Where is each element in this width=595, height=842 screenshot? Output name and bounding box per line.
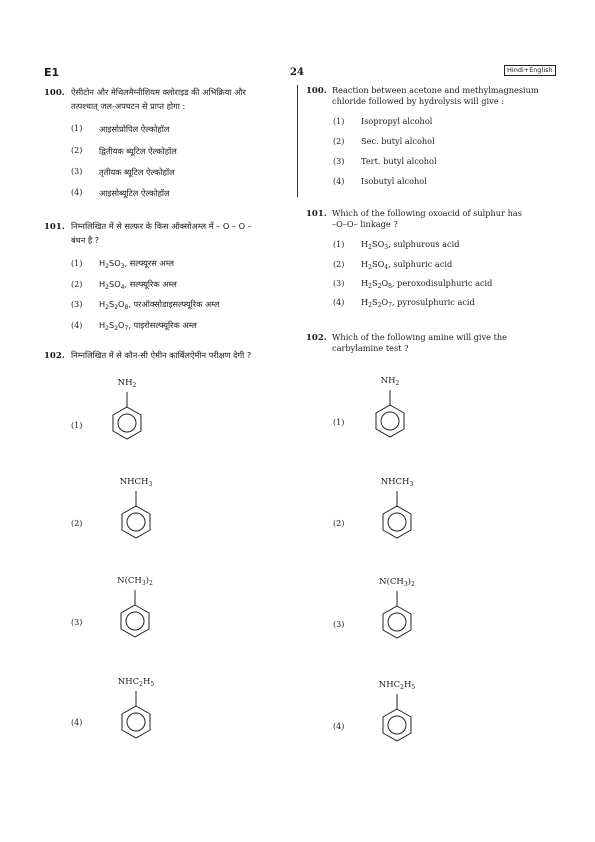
option-number: (2) bbox=[71, 280, 83, 289]
question-text: तत्पश्चात् जल-अपघटन से प्राप्त होगा : bbox=[71, 101, 186, 111]
option-number: (1) bbox=[71, 421, 83, 430]
language-badge: Hindi+English bbox=[504, 65, 556, 76]
benzene-ring-icon bbox=[372, 577, 422, 653]
option-number: (4) bbox=[71, 188, 83, 197]
option-text: Isopropyl alcohol bbox=[361, 116, 433, 126]
n-methylaniline-structure bbox=[111, 477, 161, 553]
benzene-ring-icon bbox=[111, 677, 161, 753]
substituent-label: $NHC_2H_5$ bbox=[117, 677, 155, 688]
substituent-label: $NHC_2H_5$ bbox=[378, 680, 416, 691]
option-number: (3) bbox=[71, 167, 83, 176]
question-text: chloride followed by hydrolysis will give : bbox=[332, 96, 504, 106]
benzene-ring-icon bbox=[102, 378, 152, 454]
n-n-dimethylaniline-structure bbox=[372, 577, 422, 653]
option-text: तृतीयक ब्यूटिल ऐल्कोहॉल bbox=[99, 167, 175, 177]
question-text: बंधन है ? bbox=[71, 235, 100, 245]
option-number: (2) bbox=[333, 137, 345, 146]
n-ethylaniline-structure bbox=[372, 680, 422, 756]
aniline-structure bbox=[365, 376, 415, 452]
option-text: $H_2S_2O_7$, pyrosulphuric acid bbox=[361, 297, 475, 309]
option-text: आइसोप्रोपिल ऐल्कोहॉल bbox=[99, 124, 170, 134]
option-number: (4) bbox=[333, 177, 345, 186]
substituent-label: $NHCH_3$ bbox=[119, 477, 153, 488]
n-ethylaniline-structure bbox=[111, 677, 161, 753]
option-text: $H_2S_2O_8$, परऑक्सोडाइसल्फ्यूरिक अम्ल bbox=[99, 299, 220, 311]
option-number: (2) bbox=[333, 260, 345, 269]
option-number: (3) bbox=[71, 618, 83, 627]
option-number: (2) bbox=[71, 519, 83, 528]
question-number: 101. bbox=[44, 222, 65, 232]
n-n-dimethylaniline-structure bbox=[110, 576, 160, 652]
option-text: $H_2SO_3$, सल्फ्यूरस अम्ल bbox=[99, 258, 174, 270]
option-number: (2) bbox=[333, 519, 345, 528]
option-number: (1) bbox=[71, 259, 83, 268]
question-number: 100. bbox=[44, 88, 65, 98]
option-text: द्वितीयक ब्यूटिल ऐल्कोहॉल bbox=[99, 146, 177, 156]
option-text: $H_2S_2O_7$, पाइरोसल्फ्यूरिक अम्ल bbox=[99, 320, 197, 332]
option-number: (4) bbox=[71, 321, 83, 330]
n-methylaniline-structure bbox=[372, 477, 422, 553]
question-text: निम्नलिखित में से सल्फर के किस ऑक्सोअम्ल में – O – O – bbox=[71, 221, 252, 231]
question-text: –O–O– linkage ? bbox=[332, 219, 398, 229]
question-number: 101. bbox=[306, 209, 327, 219]
substituent-label: $NHCH_3$ bbox=[380, 477, 414, 488]
benzene-ring-icon bbox=[111, 477, 161, 553]
option-text: $H_2SO_4$, sulphuric acid bbox=[361, 259, 453, 271]
option-text: आइसोब्यूटिल ऐल्कोहॉल bbox=[99, 188, 170, 198]
column-divider bbox=[297, 85, 298, 197]
question-text: ऐसीटोन और मेथिलमैग्नीशियम क्लोराइड की अभिक्रिया और bbox=[71, 87, 246, 97]
question-text: Reaction between acetone and methylmagnesium bbox=[332, 85, 539, 95]
option-number: (4) bbox=[333, 298, 345, 307]
benzene-ring-icon bbox=[372, 477, 422, 553]
question-text: Which of the following amine will give the bbox=[332, 332, 508, 342]
option-text: Tert. butyl alcohol bbox=[361, 156, 437, 166]
option-number: (2) bbox=[71, 146, 83, 155]
question-number: 102. bbox=[44, 351, 65, 361]
option-text: Isobutyl alcohol bbox=[361, 176, 427, 186]
question-number: 102. bbox=[306, 333, 327, 343]
substituent-label: $NH_2$ bbox=[117, 378, 137, 389]
substituent-label: $N(CH_3)_2$ bbox=[379, 577, 415, 588]
option-text: $H_2SO_3$, sulphurous acid bbox=[361, 239, 460, 251]
benzene-ring-icon bbox=[372, 680, 422, 756]
option-number: (3) bbox=[333, 157, 345, 166]
option-number: (1) bbox=[71, 124, 83, 133]
substituent-label: $N(CH_3)_2$ bbox=[117, 576, 153, 587]
benzene-ring-icon bbox=[365, 376, 415, 452]
option-number: (1) bbox=[333, 117, 345, 126]
option-number: (1) bbox=[333, 418, 345, 427]
substituent-label: $NH_2$ bbox=[380, 376, 400, 387]
option-text: $H_2SO_4$, सल्फ्यूरिक अम्ल bbox=[99, 279, 177, 291]
question-number: 100. bbox=[306, 86, 327, 96]
aniline-structure bbox=[102, 378, 152, 454]
option-text: $H_2S_2O_8$, peroxodisulphuric acid bbox=[361, 278, 493, 290]
option-number: (3) bbox=[71, 300, 83, 309]
benzene-ring-icon bbox=[110, 576, 160, 652]
option-number: (1) bbox=[333, 240, 345, 249]
option-number: (4) bbox=[333, 722, 345, 731]
option-number: (3) bbox=[333, 620, 345, 629]
question-text: निम्नलिखित में से कौन-सी ऐमीन कार्बिलऐमीन परीक्षण देगी ? bbox=[71, 350, 252, 360]
option-text: Sec. butyl alcohol bbox=[361, 136, 435, 146]
question-text: Which of the following oxoacid of sulphur has bbox=[332, 208, 522, 218]
page-number: 24 bbox=[290, 67, 304, 78]
question-text: carbylamine test ? bbox=[332, 343, 409, 353]
option-number: (3) bbox=[333, 279, 345, 288]
option-number: (4) bbox=[71, 718, 83, 727]
paper-code: E1 bbox=[44, 66, 60, 79]
